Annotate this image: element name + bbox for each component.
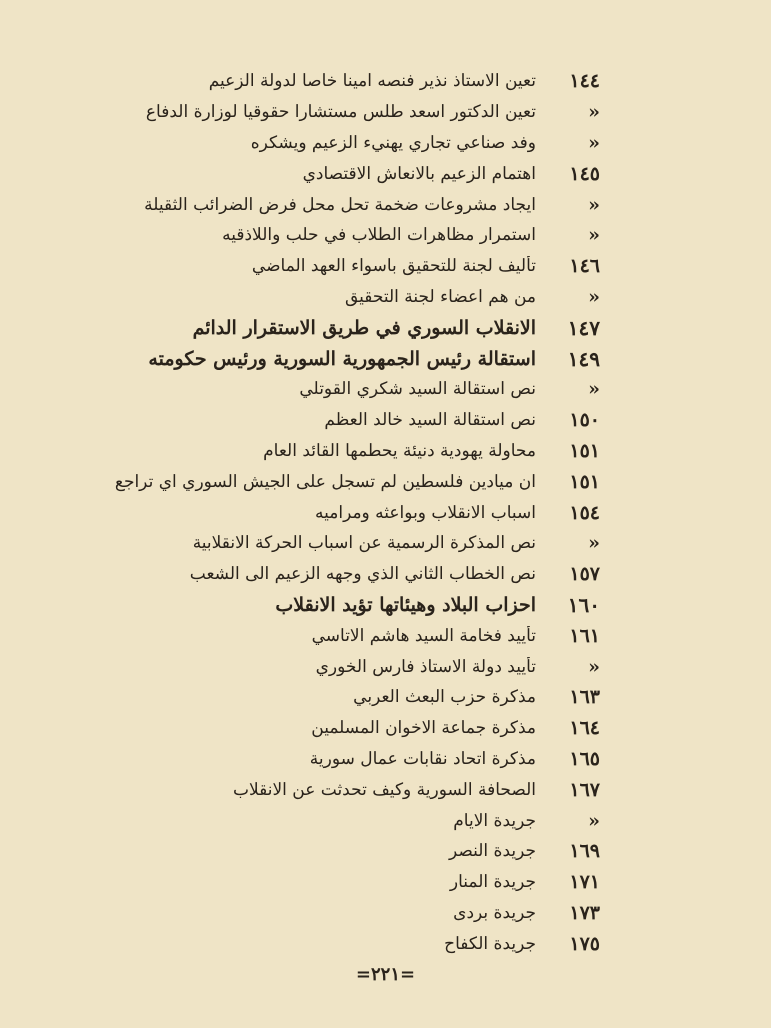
toc-entry-title: استمرار مظاهرات الطلاب في حلب واللاذقيه	[222, 225, 536, 246]
toc-entry-title: مذكرة اتحاد نقابات عمال سورية	[309, 748, 536, 769]
toc-page-number: «	[588, 655, 600, 678]
toc-entry	[40, 836, 600, 867]
toc-entry-title: الانقلاب السوري في طريق الاستقرار الدائم	[192, 316, 536, 339]
toc-page-number: ١٧٣	[569, 901, 600, 924]
toc-entry	[40, 898, 600, 929]
toc-page-number: «	[588, 193, 600, 216]
toc-entry	[40, 466, 600, 497]
toc-entry-title: محاولة يهودية دنيئة يحطمها القائد العام	[263, 440, 536, 461]
toc-page-number: «	[588, 809, 600, 832]
toc-page-number: ١٦٤	[569, 717, 600, 740]
toc-section-heading	[40, 343, 600, 374]
toc-entry-title: نص المذكرة الرسمية عن اسباب الحركة الانقلابية	[192, 533, 536, 554]
toc-entry	[40, 867, 600, 898]
toc-page-number: ١٤٩	[567, 346, 600, 371]
toc-entry-title: استقالة رئيس الجمهورية السورية ورئيس حكومته	[148, 347, 536, 370]
toc-entry	[40, 620, 600, 651]
toc-entry	[40, 682, 600, 713]
page-folio-number: =٢٢١=	[355, 964, 416, 985]
toc-entry-title: وفد صناعي تجاري يهنيء الزعيم ويشكره	[250, 132, 536, 153]
toc-entry-title: احزاب البلاد وهيئاتها تؤيد الانقلاب	[275, 593, 536, 616]
toc-page-number: «	[588, 378, 600, 401]
toc-page-number: «	[588, 101, 600, 124]
toc-entry	[40, 528, 600, 559]
toc-entry	[40, 251, 600, 282]
toc-entry	[40, 220, 600, 251]
toc-entry	[40, 97, 600, 128]
toc-entry	[40, 189, 600, 220]
toc-page-number: ١٦٥	[569, 747, 600, 770]
toc-entry-title: من هم اعضاء لجنة التحقيق	[344, 286, 536, 307]
toc-page-number: ١٦٠	[567, 592, 600, 617]
toc-entry-title: ايجاد مشروعات ضخمة تحل محل فرض الضرائب الثقيلة	[144, 194, 536, 215]
toc-entry	[40, 744, 600, 775]
toc-entry-title: الصحافة السورية وكيف تحدثت عن الانقلاب	[232, 779, 536, 800]
toc-page-number: ١٥١	[569, 439, 600, 462]
toc-entry-title: جريدة المنار	[449, 872, 536, 893]
toc-entry-title: تعين الدكتور اسعد طلس مستشارا حقوقيا لوزارة الدفاع	[145, 102, 536, 123]
toc-entry-title: جريدة النصر	[448, 841, 536, 862]
toc-entry-title: اسباب الانقلاب وبواعثه ومراميه	[315, 502, 536, 523]
toc-entry	[40, 282, 600, 313]
toc-entry	[40, 66, 600, 97]
toc-page-number: ١٥٠	[569, 409, 600, 432]
toc-entry-title: نص استقالة السيد شكري القوتلي	[299, 379, 536, 400]
toc-page-number: «	[588, 131, 600, 154]
toc-page-number: ١٤٤	[569, 70, 600, 93]
toc-entry	[40, 374, 600, 405]
toc-entry	[40, 651, 600, 682]
toc-entry	[40, 497, 600, 528]
toc-entry	[40, 436, 600, 467]
toc-entry	[40, 774, 600, 805]
toc-entry	[40, 128, 600, 159]
toc-section-heading	[40, 312, 600, 343]
toc-entry-title: جريدة الايام	[453, 810, 536, 831]
toc-entry-title: اهتمام الزعيم بالانعاش الاقتصادي	[302, 163, 536, 184]
toc-page-number: ١٦٩	[569, 840, 600, 863]
table-of-contents	[40, 66, 600, 959]
toc-page-number: «	[588, 224, 600, 247]
toc-entry-title: نص الخطاب الثاني الذي وجهه الزعيم الى الشعب	[189, 564, 536, 585]
toc-page-number: ١٧٥	[569, 932, 600, 955]
toc-entry	[40, 405, 600, 436]
toc-entry-title: جريدة بردى	[453, 902, 536, 923]
toc-page-number: «	[588, 285, 600, 308]
toc-entry	[40, 158, 600, 189]
toc-page-number: ١٧١	[569, 871, 600, 894]
toc-page-number: «	[588, 532, 600, 555]
toc-entry-title: تأليف لجنة للتحقيق باسواء العهد الماضي	[251, 256, 536, 277]
toc-page-number: ١٦٣	[569, 686, 600, 709]
toc-entry-title: تأييد فخامة السيد هاشم الاتاسي	[311, 625, 536, 646]
toc-entry-title: نص استقالة السيد خالد العظم	[324, 410, 536, 431]
toc-entry	[40, 713, 600, 744]
toc-entry-title: تعين الاستاذ نذير فنصه امينا خاصا لدولة الزعيم	[208, 71, 536, 92]
toc-entry	[40, 559, 600, 590]
toc-entry-title: جريدة الكفاح	[444, 933, 536, 954]
toc-entry	[40, 928, 600, 959]
toc-page-number: ١٦٧	[569, 778, 600, 801]
toc-page-number: ١٥١	[569, 470, 600, 493]
toc-entry	[40, 805, 600, 836]
toc-page-number: ١٤٥	[569, 162, 600, 185]
toc-page-number: ١٤٧	[567, 315, 600, 340]
toc-page-number: ١٦١	[569, 624, 600, 647]
toc-entry-title: ان ميادين فلسطين لم تسجل على الجيش السوري اي تراجع	[114, 471, 536, 492]
toc-entry-title: مذكرة جماعة الاخوان المسلمين	[311, 718, 536, 739]
toc-page-number: ١٥٤	[569, 501, 600, 524]
toc-section-heading	[40, 590, 600, 621]
toc-entry-title: تأييد دولة الاستاذ فارس الخوري	[315, 656, 536, 677]
toc-page-number: ١٤٦	[569, 255, 600, 278]
toc-entry-title: مذكرة حزب البعث العربي	[353, 687, 536, 708]
toc-page-number: ١٥٧	[569, 563, 600, 586]
